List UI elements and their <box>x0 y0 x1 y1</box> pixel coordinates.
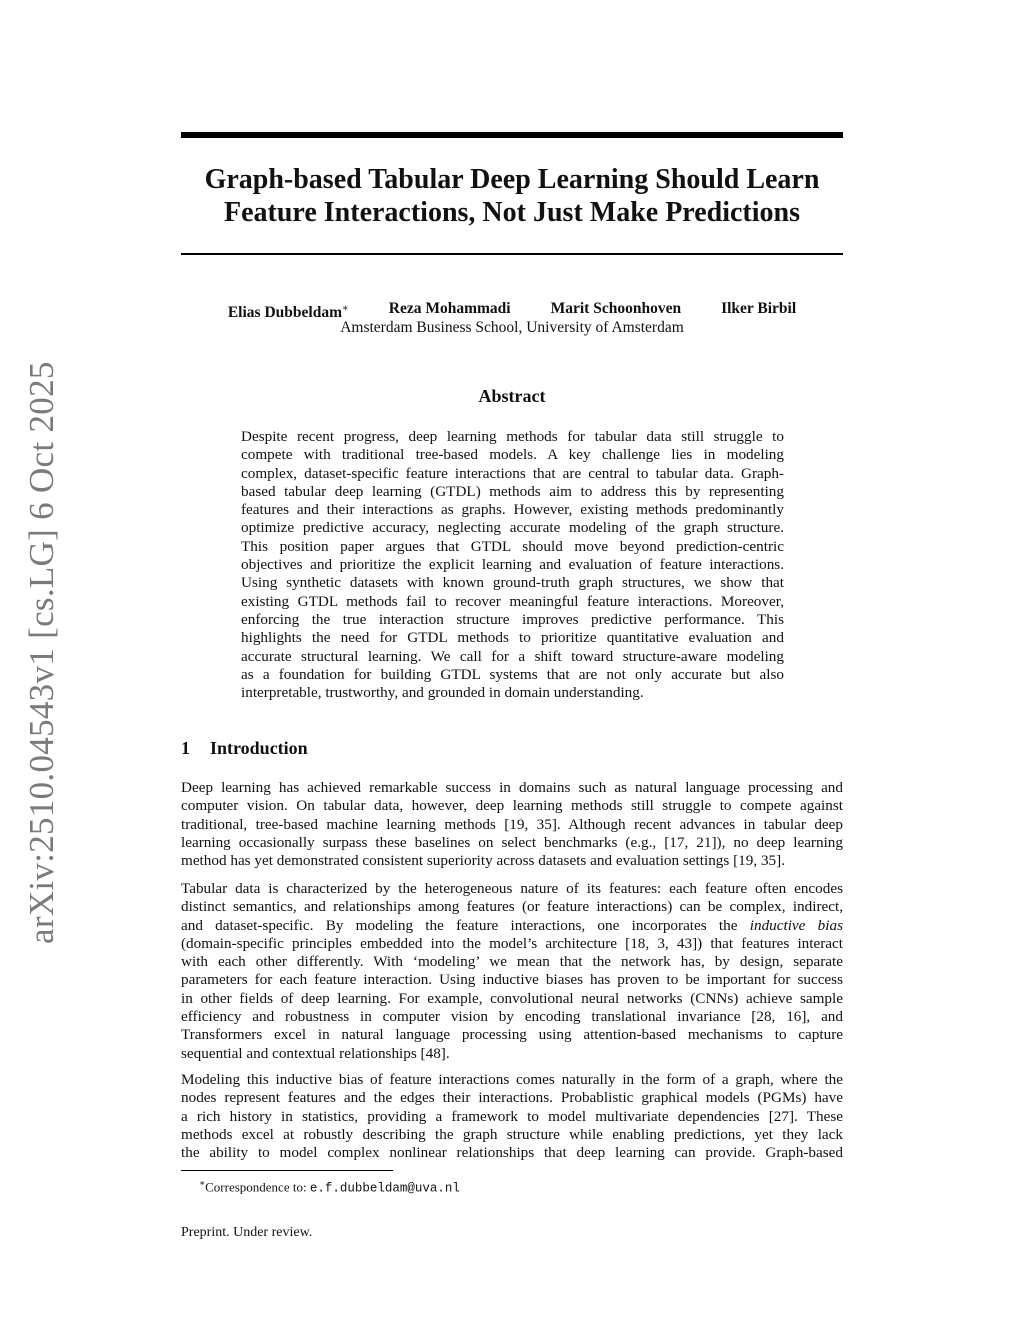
paragraph-line: sequential and contextual relationships [48]. <box>181 1044 450 1062</box>
paragraph-line: computer vision. On tabular data, however, deep learning methods still struggle to compete against <box>181 797 843 815</box>
paper-title <box>181 163 843 229</box>
title-top-rule <box>181 132 843 138</box>
abstract-line: features and their interactions as graphs. However, existing methods predominantly <box>241 501 784 519</box>
affiliation: Amsterdam Business School, University of Amsterdam <box>340 319 684 336</box>
paragraph-line: Transformers excel in natural language processing using attention-based mechanisms to capture <box>181 1026 843 1044</box>
paragraph-line: in other fields of deep learning. For example, convolutional neural networks (CNNs) achieve sample <box>181 989 843 1007</box>
paragraph-line: parameters for each feature interaction. Using inductive biases has proven to be important for success <box>181 971 843 989</box>
paragraph-line: nodes represent features and the edges their interactions. Probablistic graphical models (PGMs) have <box>181 1089 843 1107</box>
abstract-line: as a foundation for building GTDL systems that are not only accurate but also <box>241 665 784 683</box>
italic-term: inductive bias <box>749 916 843 934</box>
paragraph-line: learning occasionally surpass these baselines on select benchmarks (e.g., [17, 21]), no deep learning <box>181 833 843 851</box>
intro-paragraph-1 <box>181 779 843 870</box>
abstract-body <box>241 428 784 702</box>
paragraph-line: the ability to model complex nonlinear relationships that deep learning can provide. Graph-based <box>181 1144 843 1162</box>
abstract-line: based tabular deep learning (GTDL) methods aim to address this by representing <box>241 482 784 500</box>
title-line: Feature Interactions, Not Just Make Predictions <box>224 197 800 228</box>
author: Reza Mohammadi <box>388 300 511 317</box>
section-heading-introduction <box>181 737 308 759</box>
abstract-heading: Abstract <box>478 386 546 406</box>
abstract-line: accurate structural learning. We call for a shift toward structure-aware modeling <box>241 647 784 665</box>
section-number: 1 <box>181 738 190 758</box>
footnote-rule <box>181 1170 393 1171</box>
paragraph-line: Modeling this inductive bias of feature interactions comes naturally in the form of a graph, where the <box>181 1071 843 1088</box>
paragraph-line: and dataset-specific. By modeling the feature interactions, one incorporates the inductive bias <box>181 916 843 934</box>
abstract-line: interpretable, trustworthy, and grounded in domain understanding. <box>241 684 644 702</box>
intro-paragraph-3 <box>181 1071 843 1162</box>
abstract-line: Despite recent progress, deep learning methods for tabular data still struggle to <box>241 428 784 445</box>
paragraph-line: distinct semantics, and relationships among features (or feature interactions) can be complex, indirect, <box>181 898 843 916</box>
paragraph-line: a rich history in statistics, providing a framework to model multivariate dependencies [27]. These <box>181 1107 843 1125</box>
abstract-line: Using synthetic datasets with known ground-truth graph structures, we show that <box>241 574 784 592</box>
abstract-line: existing GTDL methods fail to recover meaningful feature interactions. Moreover, <box>241 592 784 610</box>
paragraph-line: (domain-specific principles embedded into the model’s architecture [18, 3, 43]) that features interact <box>181 934 843 952</box>
abstract-line: complex, dataset-specific feature interactions that are central to tabular data. Graph- <box>241 464 784 482</box>
abstract-line: objectives and prioritize the explicit learning and evaluation of feature interactions. <box>241 556 784 574</box>
paragraph-line: traditional, tree-based machine learning methods [19, 35]. Although recent advances in tabular deep <box>181 815 843 833</box>
footnote-mark: ∗ <box>341 303 349 314</box>
title-bottom-rule <box>181 253 843 255</box>
abstract-line: highlights the need for GTDL methods to prioritize quantitative evaluation and <box>241 629 784 647</box>
intro-paragraph-2 <box>181 880 843 1063</box>
author: Ilker Birbil <box>721 300 797 317</box>
paragraph-line: with each other differently. With ‘modeling’ we mean that the network has, by design, separate <box>181 953 843 971</box>
abstract-line: This position paper argues that GTDL should move beyond prediction-centric <box>241 537 784 555</box>
paragraph-line: efficiency and robustness in computer vision by encoding translational invariance [28, 16], and <box>181 1008 843 1026</box>
paragraph-line: methods excel at robustly describing the graph structure while enabling predictions, yet they lack <box>181 1125 843 1143</box>
paragraph-line: Deep learning has achieved remarkable success in domains such as natural language processing and <box>181 779 843 796</box>
abstract-line: compete with traditional tree-based models. A key challenge lies in modeling <box>241 446 784 464</box>
preprint-note: Preprint. Under review. <box>181 1225 313 1240</box>
abstract-line: enforcing the true interaction structure improves predictive performance. This <box>241 610 784 628</box>
footnote-label: Correspondence to: <box>205 1179 310 1195</box>
author: Marit Schoonhoven <box>550 300 682 317</box>
abstract-line: optimize predictive accuracy, neglecting accurate modeling of the graph structure. <box>241 519 784 537</box>
title-line: Graph-based Tabular Deep Learning Should Learn <box>204 164 820 195</box>
arxiv-stamp: arXiv:2510.04543v1 [cs.LG] 6 Oct 2025 <box>22 361 61 944</box>
footnote-email: e.f.dubbeldam@uva.nl <box>309 1181 460 1196</box>
footnote <box>199 1175 460 1197</box>
author: Elias Dubbeldam∗ <box>227 303 349 322</box>
section-title: Introduction <box>210 738 308 758</box>
paragraph-line: method has yet demonstrated consistent superiority across datasets and evaluation settings [19, 35]. <box>181 852 785 870</box>
paragraph-line: Tabular data is characterized by the heterogeneous nature of its features: each feature often encodes <box>181 880 843 897</box>
footnote-mark: ∗ <box>199 1178 206 1188</box>
